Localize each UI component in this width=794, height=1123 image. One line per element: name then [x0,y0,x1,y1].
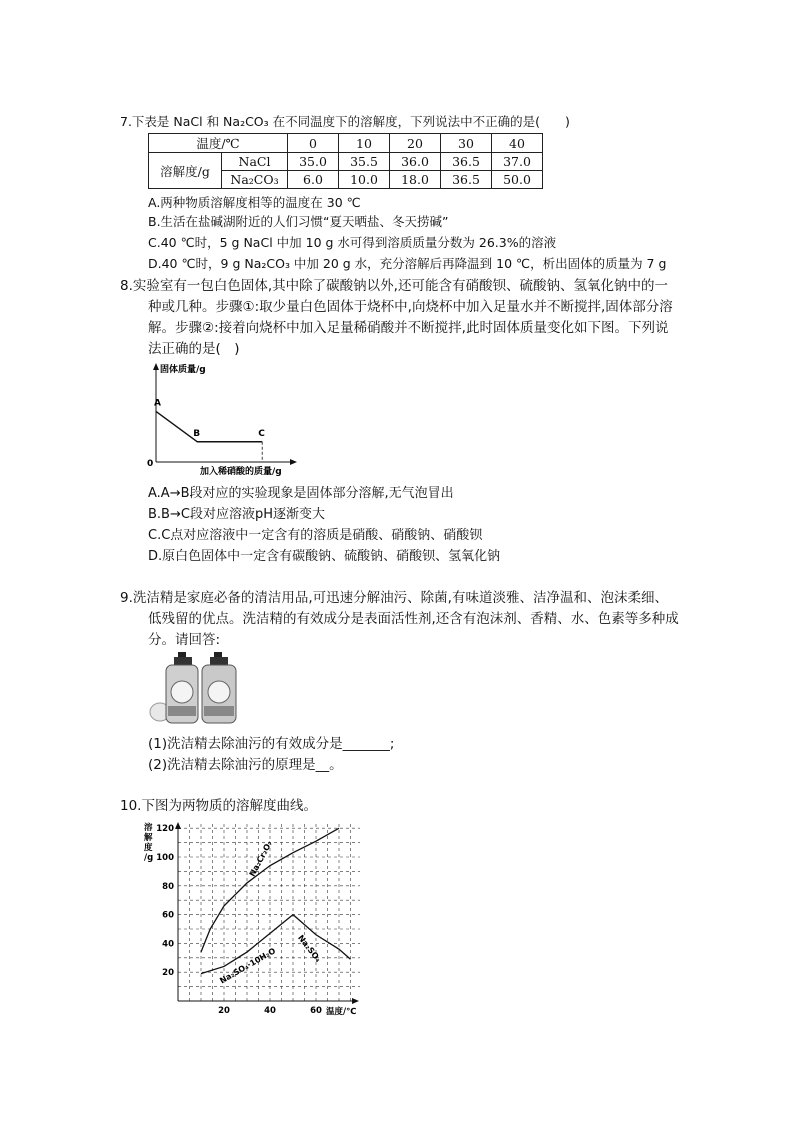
q9-sub-question-2: (2)洗洁精去除油污的原理是__。 [148,757,343,773]
q7-option-a: A.两种物质溶解度相等的温度在 30 ℃ [148,195,361,210]
y-tick-label: 20 [162,968,174,979]
q10-stem: 10.下图为两物质的溶解度曲线。 [120,798,317,814]
y-axis-arrow [153,363,159,370]
y-axis-label-char: /g [144,853,154,863]
y-axis-arrow [175,822,181,829]
table-cell: 35.0 [288,153,339,171]
table-cell: 35.5 [339,153,390,171]
q7-stem: 7.下表是 NaCl 和 Na₂CO₃ 在不同温度下的溶解度，下列说法中不正确的是( ) [120,114,570,129]
q7-option-c: C.40 ℃时，5 g NaCl 中加 10 g 水可得到溶质质量分数为 26.3%的溶液 [148,235,557,250]
y-axis-label-char: 解 [144,833,153,843]
y-axis-label-char: 度 [144,843,153,853]
y-tick-label: 40 [162,939,174,950]
table-cell: 37.0 [492,153,543,171]
solubility-table [148,133,543,189]
y-tick-label: 120 [156,824,174,835]
q8-option-d: D.原白色固体中一定含有碳酸钠、硫酸钠、硝酸钡、氢氧化钠 [148,549,501,564]
x-axis-label: 加入稀硝酸的质量/g [200,467,282,477]
q9-stem-line: 低残留的优点。洗洁精的有效成分是表面活性剂,还含有泡沫剂、香精、水、色素等多种成 [148,611,679,627]
q9-stem-line: 9.洗洁精是家庭必备的清洁用品,可迅速分解油污、除菌,有味道淡雅、洁净温和、泡沫柔细、 [120,590,668,606]
x-tick-label: 20 [218,1006,230,1016]
x-tick-label: 40 [264,1006,276,1016]
table-temp: 30 [441,134,492,153]
q9-sub-question-1: (1)洗洁精去除油污的有效成分是_______; [148,736,395,752]
q7-option-b: B.生活在盐碱湖附近的人们习惯“夏天晒盐、冬天捞碱” [148,214,449,229]
q8-stem-line: 种或几种。步骤①:取少量白色固体于烧杯中,向烧杯中加入足量水并不断搅拌,固体部分溶 [148,299,673,315]
q7-option-d: D.40 ℃时，9 g Na₂CO₃ 中加 20 g 水，充分溶解后再降温到 10 ℃，析出固体的质量为 7 g [148,256,667,271]
table-cell: 50.0 [492,171,543,189]
origin-label: 0 [147,459,154,469]
solid-mass-line [156,411,262,441]
y-axis-label-char: 溶 [144,823,153,833]
table-cell: 36.5 [441,153,492,171]
table-cell: 36.0 [390,153,441,171]
table-temp: 10 [339,134,390,153]
q8-stem-line: 解。步骤②:接着向烧杯中加入足量稀硝酸并不断搅拌,此时固体质量变化如下图。下列说 [148,320,669,336]
q8-option-b: B.B→C段对应溶液pH逐渐变大 [148,507,325,522]
table-cell: 18.0 [390,171,441,189]
detergent-bottles-image [146,650,248,726]
y-tick-label: 60 [162,910,174,921]
q8-option-c: C.C点对应溶液中一定含有的溶质是硝酸、硝酸钠、硝酸钡 [148,528,483,543]
table-substance: Na₂CO₃ [222,171,288,189]
q8-option-a: A.A→B段对应的实验现象是固体部分溶解,无气泡冒出 [148,486,454,501]
solid-mass-chart [140,360,300,480]
point-label: B [193,428,201,439]
table-temp: 0 [288,134,339,153]
x-tick-label: 60 [310,1006,322,1016]
q9-stem-line: 分。请回答: [148,632,221,648]
point-label: A [154,398,161,409]
x-axis-label: 温度/℃ [326,1007,357,1017]
series-label: Na₂SO₄·10H₂O [218,946,278,986]
q8-stem-line: 法正确的是( ) [148,341,240,357]
y-axis-label: 固体质量/g [160,365,206,375]
series-label: Na₂SO₄ [296,933,323,964]
table-cell: 10.0 [339,171,390,189]
table-row-group-label: 溶解度/g [149,153,222,189]
table-cell: 36.5 [441,171,492,189]
table-temp: 40 [492,134,543,153]
solubility-curve-chart [140,818,360,1018]
table-row [149,153,543,171]
y-tick-label: 80 [162,881,174,892]
table-temp: 20 [390,134,441,153]
point-label: C [258,428,265,439]
y-tick-label: 100 [156,853,174,863]
x-axis-arrow [352,998,359,1004]
table-cell: 6.0 [288,171,339,189]
x-axis-arrow [290,459,297,465]
table-substance: NaCl [222,153,288,171]
series-label: Na₂Cr₂O₇ [247,839,275,879]
q8-stem-line: 8.实验室有一包白色固体,其中除了碳酸钠以外,还可能含有硝酸钡、硫酸钠、氢氧化钠中的一 [120,278,668,294]
table-header-label: 温度/℃ [149,134,288,153]
